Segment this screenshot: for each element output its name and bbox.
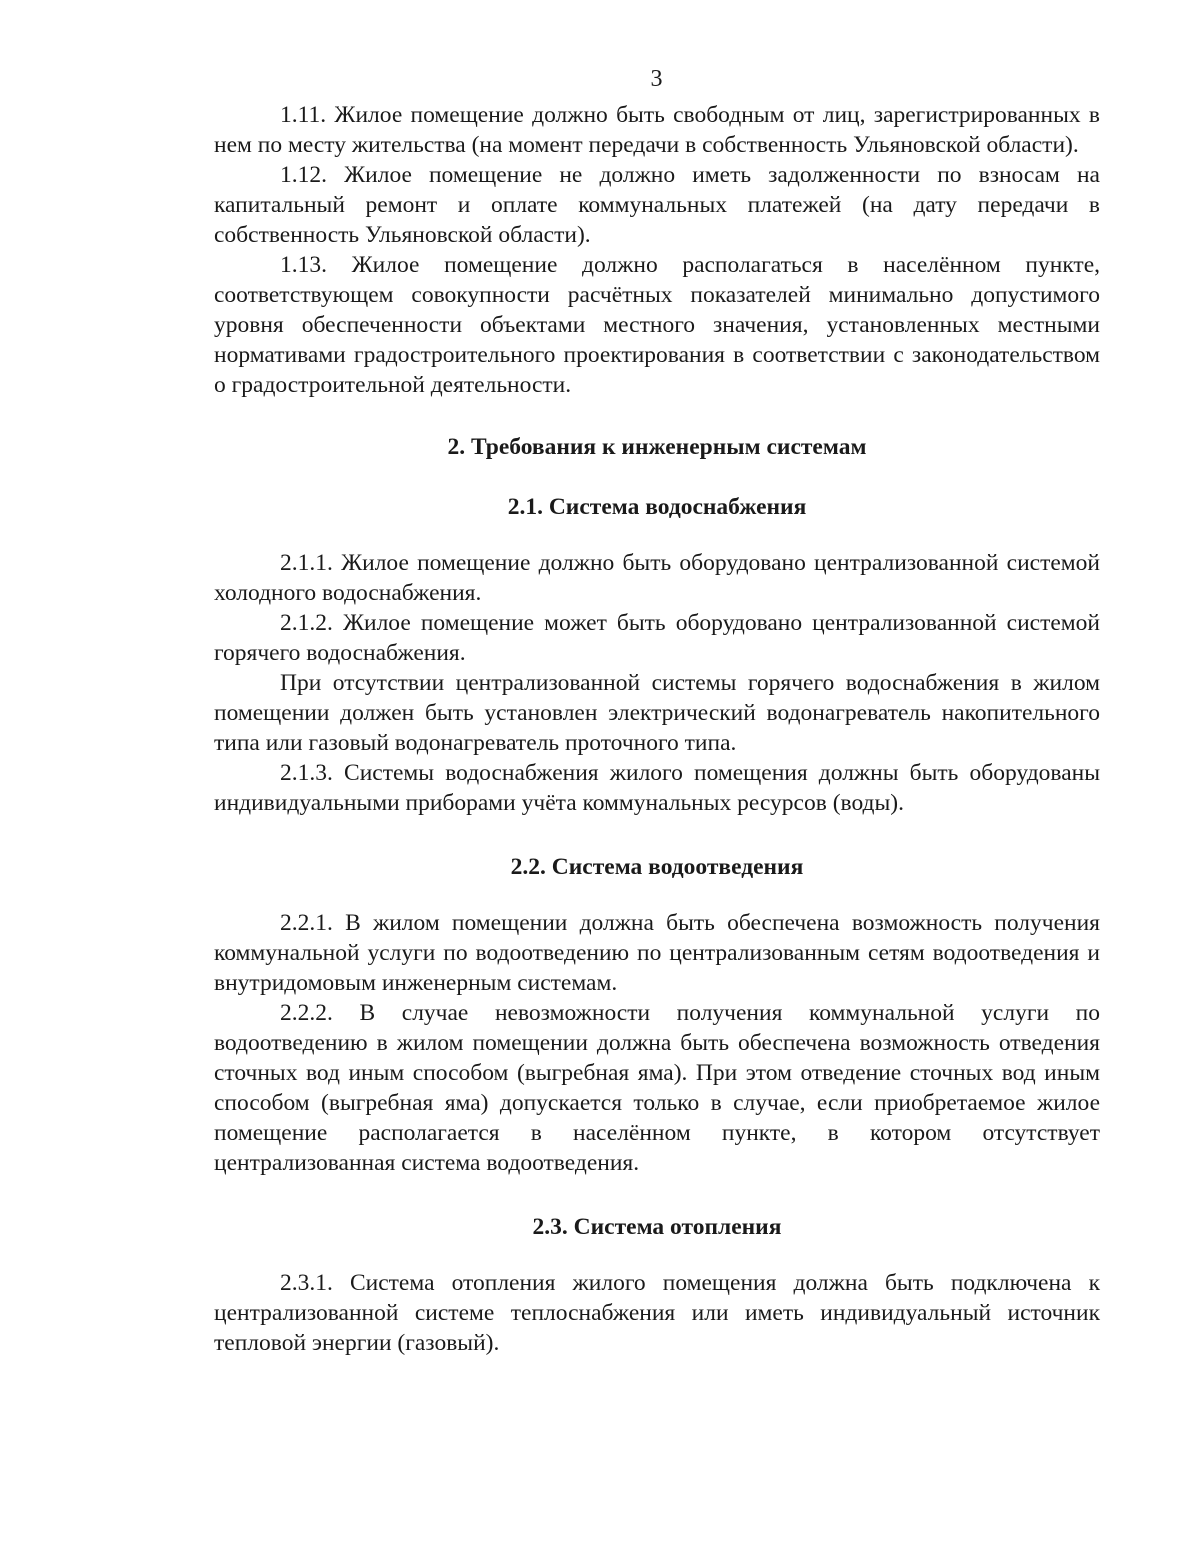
subsection-2-1-heading: 2.1. Система водоснабжения (507, 494, 807, 520)
paragraph-2-2-1: 2.2.1. В жилом помещении должна быть обеспечена возможность получения коммунальной услуги по водоотведению по централизованным сетям водоотведения и внутридомовым инженерным системам. (214, 910, 1100, 996)
subsection-2-3-heading: 2.3. Система отопления (532, 1214, 782, 1240)
paragraph-1-12: 1.12. Жилое помещение не должно иметь задолженности по взносам на капитальный ремонт и оплате коммунальных платежей (на дату передачи в собственность Ульяновской области). (214, 162, 1100, 248)
paragraph-2-1-2: 2.1.2. Жилое помещение может быть оборудовано централизованной системой горячего водоснабжения. (214, 610, 1100, 666)
paragraph-2-3-1: 2.3.1. Система отопления жилого помещения должна быть подключена к централизованной системе теплоснабжения или иметь индивидуальный источник тепловой энергии (газовый). (214, 1270, 1100, 1356)
document-body (214, 100, 1100, 1358)
subsection-2-2-heading: 2.2. Система водоотведения (510, 854, 804, 880)
paragraph-2-1-1: 2.1.1. Жилое помещение должно быть оборудовано централизованной системой холодного водоснабжения. (214, 550, 1100, 606)
paragraph-1-11: 1.11. Жилое помещение должно быть свободным от лиц, зарегистрированных в нем по месту жительства (на момент передачи в собственность Ульяновской области). (214, 102, 1100, 158)
paragraph-1-13: 1.13. Жилое помещение должно располагаться в населённом пункте, соответствующем совокупности расчётных показателей минимально допустимого уровня обеспеченности объектами местного значения, установленных местными нормативами градостроительного проектирования в соответствии с законодательством о градостроительной деятельности. (214, 252, 1100, 398)
paragraph-2-1-3: 2.1.3. Системы водоснабжения жилого помещения должны быть оборудованы индивидуальными приборами учёта коммунальных ресурсов (воды). (214, 760, 1100, 816)
paragraph-2-1-2-note: При отсутствии централизованной системы горячего водоснабжения в жилом помещении должен быть установлен электрический водонагреватель накопительного типа или газовый водонагреватель проточного типа. (214, 670, 1100, 756)
page-number: 3 (650, 66, 663, 92)
paragraph-2-2-2: 2.2.2. В случае невозможности получения коммунальной услуги по водоотведению в жилом помещении должна быть обеспечена возможность отведения сточных вод иным способом (выгребная яма). При этом отведение сточных вод иным способом (выгребная яма) допускается только в случае, если приобретаемое жилое помещение располагается в населённом пункте, в котором отсутствует централизованная система водоотведения. (214, 1000, 1100, 1176)
section-2-heading: 2. Требования к инженерным системам (447, 434, 867, 460)
